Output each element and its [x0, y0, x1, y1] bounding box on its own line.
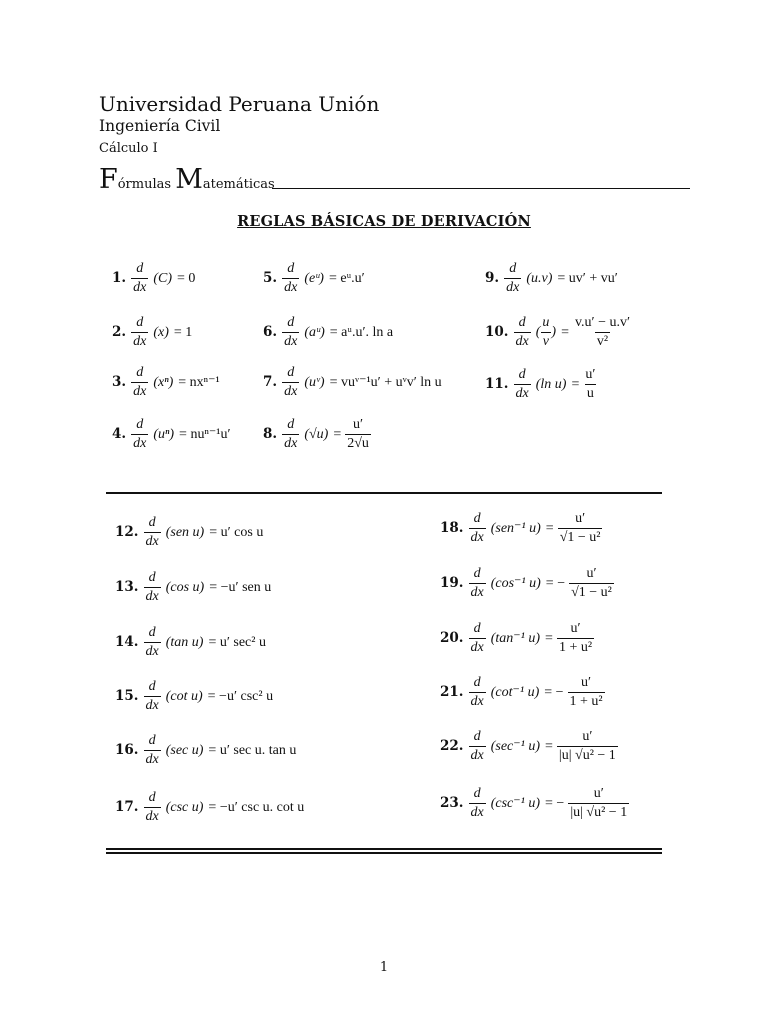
formula-argument: (uᵛ) [304, 374, 325, 390]
formula-result: = u′ sec² u [208, 634, 266, 650]
formula-number: 10. [485, 323, 509, 340]
formula-number: 12. [115, 523, 139, 540]
formula-14 [115, 626, 266, 659]
formula-number: 7. [263, 373, 278, 390]
formula-number: 9. [485, 269, 500, 286]
derivative-operator: $\frac{d}{dx}$ [515, 315, 529, 349]
formula-argument: (sen⁻¹ u) [490, 520, 541, 536]
formula-11 [485, 368, 597, 401]
formula-number: 5. [263, 269, 278, 286]
formula-23 [440, 787, 629, 820]
derivative-operator: $\frac{d}{dx}$ [515, 367, 529, 401]
formula-18 [440, 512, 602, 545]
bottom-divider-upper [106, 848, 662, 850]
formula-argument: (cos⁻¹ u) [490, 575, 541, 591]
formula-number: 17. [115, 798, 139, 815]
formula-result: = − $\frac{u'}{\text{√1 − u²}}$ [545, 566, 612, 600]
bottom-divider-lower [106, 852, 662, 854]
formula-argument: (x) [153, 324, 169, 340]
formula-6 [263, 316, 393, 349]
formula-result: = uv′ + vu′ [557, 270, 618, 286]
formula-17 [115, 791, 304, 824]
formula-22 [440, 730, 618, 763]
formula-number: 4. [112, 425, 127, 442]
formula-argument: (sen u) [165, 524, 205, 540]
result-fraction: $\frac{u'}{\text{|u| √u² − 1}}$ [570, 786, 628, 820]
formula-argument: (u.v) [526, 270, 553, 286]
title-initial-m: M [175, 164, 203, 195]
result-fraction: $\frac{u'}{\text{1 + u²}}$ [558, 621, 593, 655]
derivative-operator: $\frac{d}{dx}$ [284, 315, 298, 349]
formula-argument: (tan⁻¹ u) [490, 630, 541, 646]
result-fraction: $\frac{u'}{\text{|u| √u² − 1}}$ [558, 729, 616, 763]
formula-number: 14. [115, 633, 139, 650]
document-title [99, 164, 275, 195]
formula-argument: (ln u) [535, 376, 567, 392]
formula-argument: (cot u) [165, 688, 203, 704]
formula-15 [115, 680, 273, 713]
formula-argument: (aᵘ) [304, 324, 325, 340]
result-fraction: $\frac{u'}{u}$ [585, 367, 596, 401]
formula-result: = 1 [173, 324, 193, 340]
formula-1 [112, 262, 195, 295]
formula-result: = −u′ csc² u [207, 688, 274, 704]
derivative-operator: $\frac{d}{dx}$ [133, 365, 147, 399]
formula-number: 11. [485, 375, 509, 392]
formula-argument: (uⁿ) [153, 426, 175, 442]
formula-number: 18. [440, 519, 464, 536]
result-fraction: $\frac{u'}{\text{√1 − u²}}$ [559, 511, 601, 545]
derivative-operator: $\frac{d}{dx}$ [145, 515, 159, 549]
university-name: Universidad Peruana Unión [99, 92, 380, 116]
derivative-operator: $\frac{d}{dx}$ [145, 733, 159, 767]
title-part-ormulas: órmulas [117, 177, 176, 192]
result-fraction: $\frac{u'}{2√u}$ [347, 417, 369, 451]
formula-argument: (√u) [304, 426, 329, 442]
argument-fraction: $\frac{u}{v}$ [542, 315, 550, 349]
formula-result: = − $\frac{u'}{\text{|u| √u² − 1}}$ [545, 786, 628, 820]
derivative-operator: $\frac{d}{dx}$ [470, 566, 484, 600]
derivative-operator: $\frac{d}{dx}$ [145, 625, 159, 659]
formula-number: 22. [440, 737, 464, 754]
derivative-operator: $\frac{d}{dx}$ [470, 511, 484, 545]
derivative-operator: $\frac{d}{dx}$ [284, 417, 298, 451]
formula-result: = nuⁿ⁻¹u′ [179, 426, 231, 442]
derivative-operator: $\frac{d}{dx}$ [470, 675, 484, 709]
formula-argument: (csc⁻¹ u) [490, 795, 541, 811]
derivative-operator: $\frac{d}{dx}$ [470, 729, 484, 763]
formula-number: 13. [115, 578, 139, 595]
formula-result: = $\frac{u'}{u}$ [571, 367, 596, 401]
section-heading: REGLAS BÁSICAS DE DERIVACIÓN [237, 213, 531, 230]
result-fraction: $\frac{v.u' - u.v'}{\text{v²}}$ [574, 315, 631, 349]
formula-argument: (tan u) [165, 634, 204, 650]
derivative-operator: $\frac{d}{dx}$ [284, 365, 298, 399]
derivative-operator: $\frac{d}{dx}$ [284, 261, 298, 295]
formula-result: = aᵘ.u′. ln a [329, 324, 394, 340]
formula-number: 19. [440, 574, 464, 591]
formula-number: 2. [112, 323, 127, 340]
formula-argument: (cos u) [165, 579, 205, 595]
formula-21 [440, 676, 605, 709]
formula-number: 16. [115, 741, 139, 758]
formula-result: = −u′ csc u. cot u [208, 799, 305, 815]
formula-12 [115, 516, 263, 549]
formula-result: = $\frac{u'}{\text{|u| √u² − 1}}$ [545, 729, 616, 763]
formula-result: = eᵘ.u′ [328, 270, 365, 286]
formula-argument: (eᵘ) [304, 270, 324, 286]
formula-number: 3. [112, 373, 127, 390]
derivative-operator: $\frac{d}{dx}$ [133, 315, 147, 349]
formula-8 [263, 418, 371, 451]
derivative-operator: $\frac{d}{dx}$ [145, 790, 159, 824]
formula-number: 6. [263, 323, 278, 340]
formula-argument: (sec⁻¹ u) [490, 738, 541, 754]
formula-19 [440, 567, 614, 600]
result-fraction: $\frac{u'}{\text{√1 − u²}}$ [571, 566, 612, 600]
formula-7 [263, 366, 442, 399]
formula-result: = nxⁿ⁻¹ [178, 374, 220, 390]
formula-2 [112, 316, 192, 349]
formula-argument: (sec u) [165, 742, 204, 758]
formula-argument: (cot⁻¹ u) [490, 684, 540, 700]
formula-10 [485, 316, 632, 349]
formula-argument: (xⁿ) [153, 374, 174, 390]
title-initial-f: F [99, 164, 118, 195]
formula-13 [115, 571, 271, 604]
course-name: Cálculo I [99, 141, 158, 156]
formula-number: 1. [112, 269, 127, 286]
derivative-operator: $\frac{d}{dx}$ [133, 261, 147, 295]
title-underline [272, 188, 690, 189]
formula-result: = vuᵛ⁻¹u′ + uᵛv′ ln u [329, 374, 442, 390]
derivative-operator: $\frac{d}{dx}$ [133, 417, 147, 451]
formula-result: = −u′ sen u [209, 579, 272, 595]
formula-number: 23. [440, 794, 464, 811]
formula-number: 21. [440, 683, 464, 700]
title-part-atematicas: atemáticas [202, 177, 275, 192]
formula-result: = − $\frac{u'}{\text{1 + u²}}$ [544, 675, 603, 709]
derivative-operator: $\frac{d}{dx}$ [145, 570, 159, 604]
faculty-name: Ingeniería Civil [99, 117, 221, 135]
formula-number: 15. [115, 687, 139, 704]
derivative-operator: $\frac{d}{dx}$ [506, 261, 520, 295]
formula-number: 20. [440, 629, 464, 646]
derivative-operator: $\frac{d}{dx}$ [470, 621, 484, 655]
formula-20 [440, 622, 594, 655]
formula-16 [115, 734, 296, 767]
formula-3 [112, 366, 220, 399]
section-divider [106, 492, 662, 494]
formula-argument: ( $\frac{u}{v}$ ) [535, 315, 557, 349]
formula-argument: (C) [153, 270, 172, 286]
formula-result: = $\frac{u'}{\text{√1 − u²}}$ [545, 511, 601, 545]
formula-result: = $\frac{u'}{2√u}$ [333, 417, 369, 451]
derivative-operator: $\frac{d}{dx}$ [145, 679, 159, 713]
result-fraction: $\frac{u'}{\text{1 + u²}}$ [569, 675, 603, 709]
formula-result: = u′ sec u. tan u [208, 742, 297, 758]
formula-result: = $\frac{u'}{\text{1 + u²}}$ [545, 621, 593, 655]
formula-result: = u′ cos u [209, 524, 264, 540]
formula-5 [263, 262, 365, 295]
derivative-operator: $\frac{d}{dx}$ [470, 786, 484, 820]
formula-argument: (csc u) [165, 799, 204, 815]
formula-result: = $\frac{v.u' - u.v'}{\text{v²}}$ [561, 315, 631, 349]
page-number: 1 [379, 960, 389, 975]
formula-number: 8. [263, 425, 278, 442]
formula-result: = 0 [176, 270, 196, 286]
formula-4 [112, 418, 231, 451]
formula-9 [485, 262, 618, 295]
